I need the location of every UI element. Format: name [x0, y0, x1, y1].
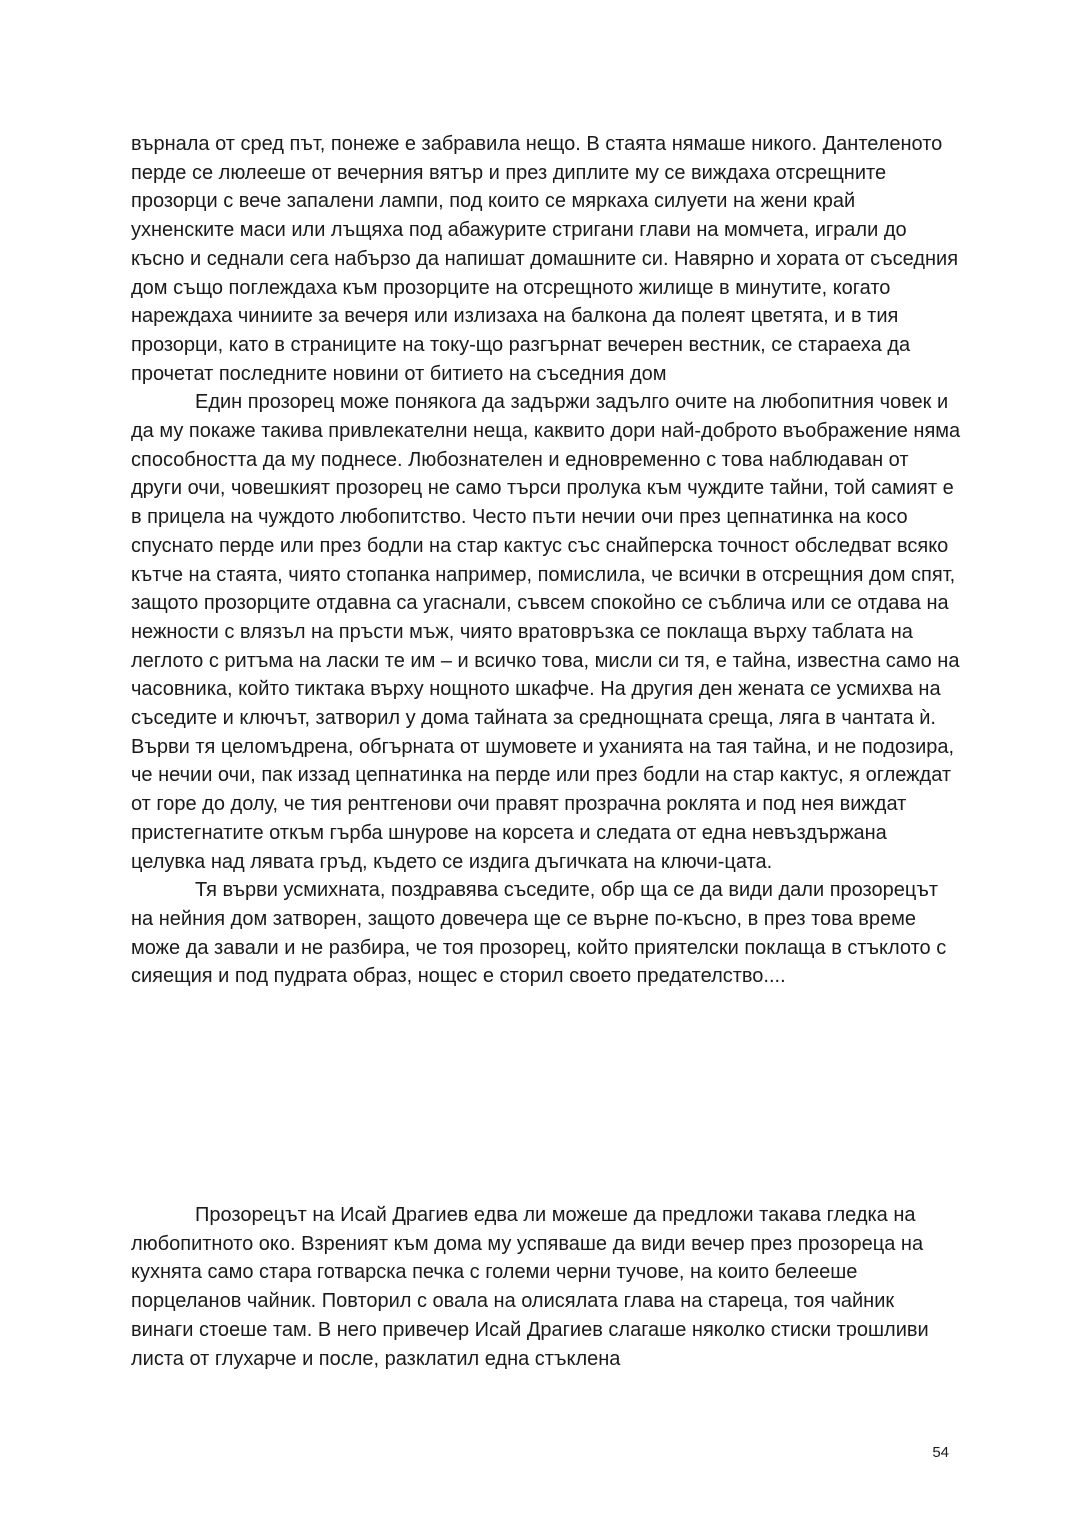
paragraph-3: Тя върви усмихната, поздравява съседите, обр ща се да види дали прозорецът на нейния дом затворен, защото довечера ще се върне по-късно, в през това време може да завали и не разбира, че тоя прозорец, който приятелски поклаща в стъклото с сияещия и под пудрата образ, нощес е сторил своето предателство.... — [131, 879, 947, 988]
text-section-upper — [131, 130, 961, 991]
paragraph-2: Един прозорец може понякога да задържи задълго очите на любопитния човек и да му покаже такива привлекателни неща, каквито дори най-доброто въображение няма способността да му поднесе. Любознателен и едновременно с това наблюдаван от други очи, човешкият прозорец не само търси пролука към чуждите тайни, той самият е в прицела на чуждото любопитство. Често пъти нечии очи през цепнатинка на косо спуснато перде или през бодли на стар кактус със снайперска точност обследват всяко кътче на стаята, чиято стопанка например, помислила, че всички в отсрещния дом спят, защото прозорците отдавна са угаснали, съвсем спокойно се съблича или се отдава на нежности с влязъл на пръсти мъж, чиято вратовръзка се поклаща върху таблата на леглото с ритъма на ласки те им – и всичко това, мисли си тя, е тайна, известна само на часовника, който тиктака върху нощното шкафче. На другия ден жената се усмихва на съседите и ключът, затворил у дома тайната за среднощната среща, ляга в чантата ѝ. Върви тя целомъдрена, обгърната от шумовете и уханията на тая тайна, и не подозира, че нечии очи, пак иззад цепнатинка на перде или през бодли на стар кактус, я оглеждат от горе до долу, че тия рентгенови очи правят прозрачна роклята и под нея виждат пристегнатите откъм гърба шнурове на корсета и следата от една невъздържана целувка над лявата гръд, където се издига дъгичката на ключи-цата. — [131, 391, 961, 873]
paragraph-1: върнала от сред път, понеже е забравила нещо. В стаята нямаше никого. Дантеленото перде се люлееше от вечерния вятър и през диплите му се виждаха отсрещните прозорци с вече запалени лампи, под които се мяркаха силуети на жени край ухненските маси или лъщяха под абажурите стригани глави на момчета, играли до късно и седнали сега набързо да напишат домашните си. Навярно и хората от съседния дом също поглеждаха към прозорците на отсрещното жилище в минутите, когато нареждаха чиниите за вечеря или излизаха на балкона да полеят цветята, и в тия прозорци, като в страниците на току-що разгърнат вечерен вестник, се стараеха да прочетат последните новини от битието на съседния дом — [131, 133, 959, 385]
text-section-lower — [131, 1201, 961, 1373]
paragraph-4: Прозорецът на Исай Драгиев едва ли можеше да предложи такава гледка на любопитното око. Взреният към дома му успяваше да види вечер през прозореца на кухнята само стара готварска печка с големи черни тучове, на които белееше порцеланов чайник. Повторил с овала на олисялата глава на стареца, тоя чайник винаги стоеше там. В него привечер Исай Драгиев слагаше няколко стиски трошливи листа от глухарче и после, разклатил една стъклена — [131, 1204, 929, 1370]
page-number: 54 — [932, 1444, 949, 1461]
